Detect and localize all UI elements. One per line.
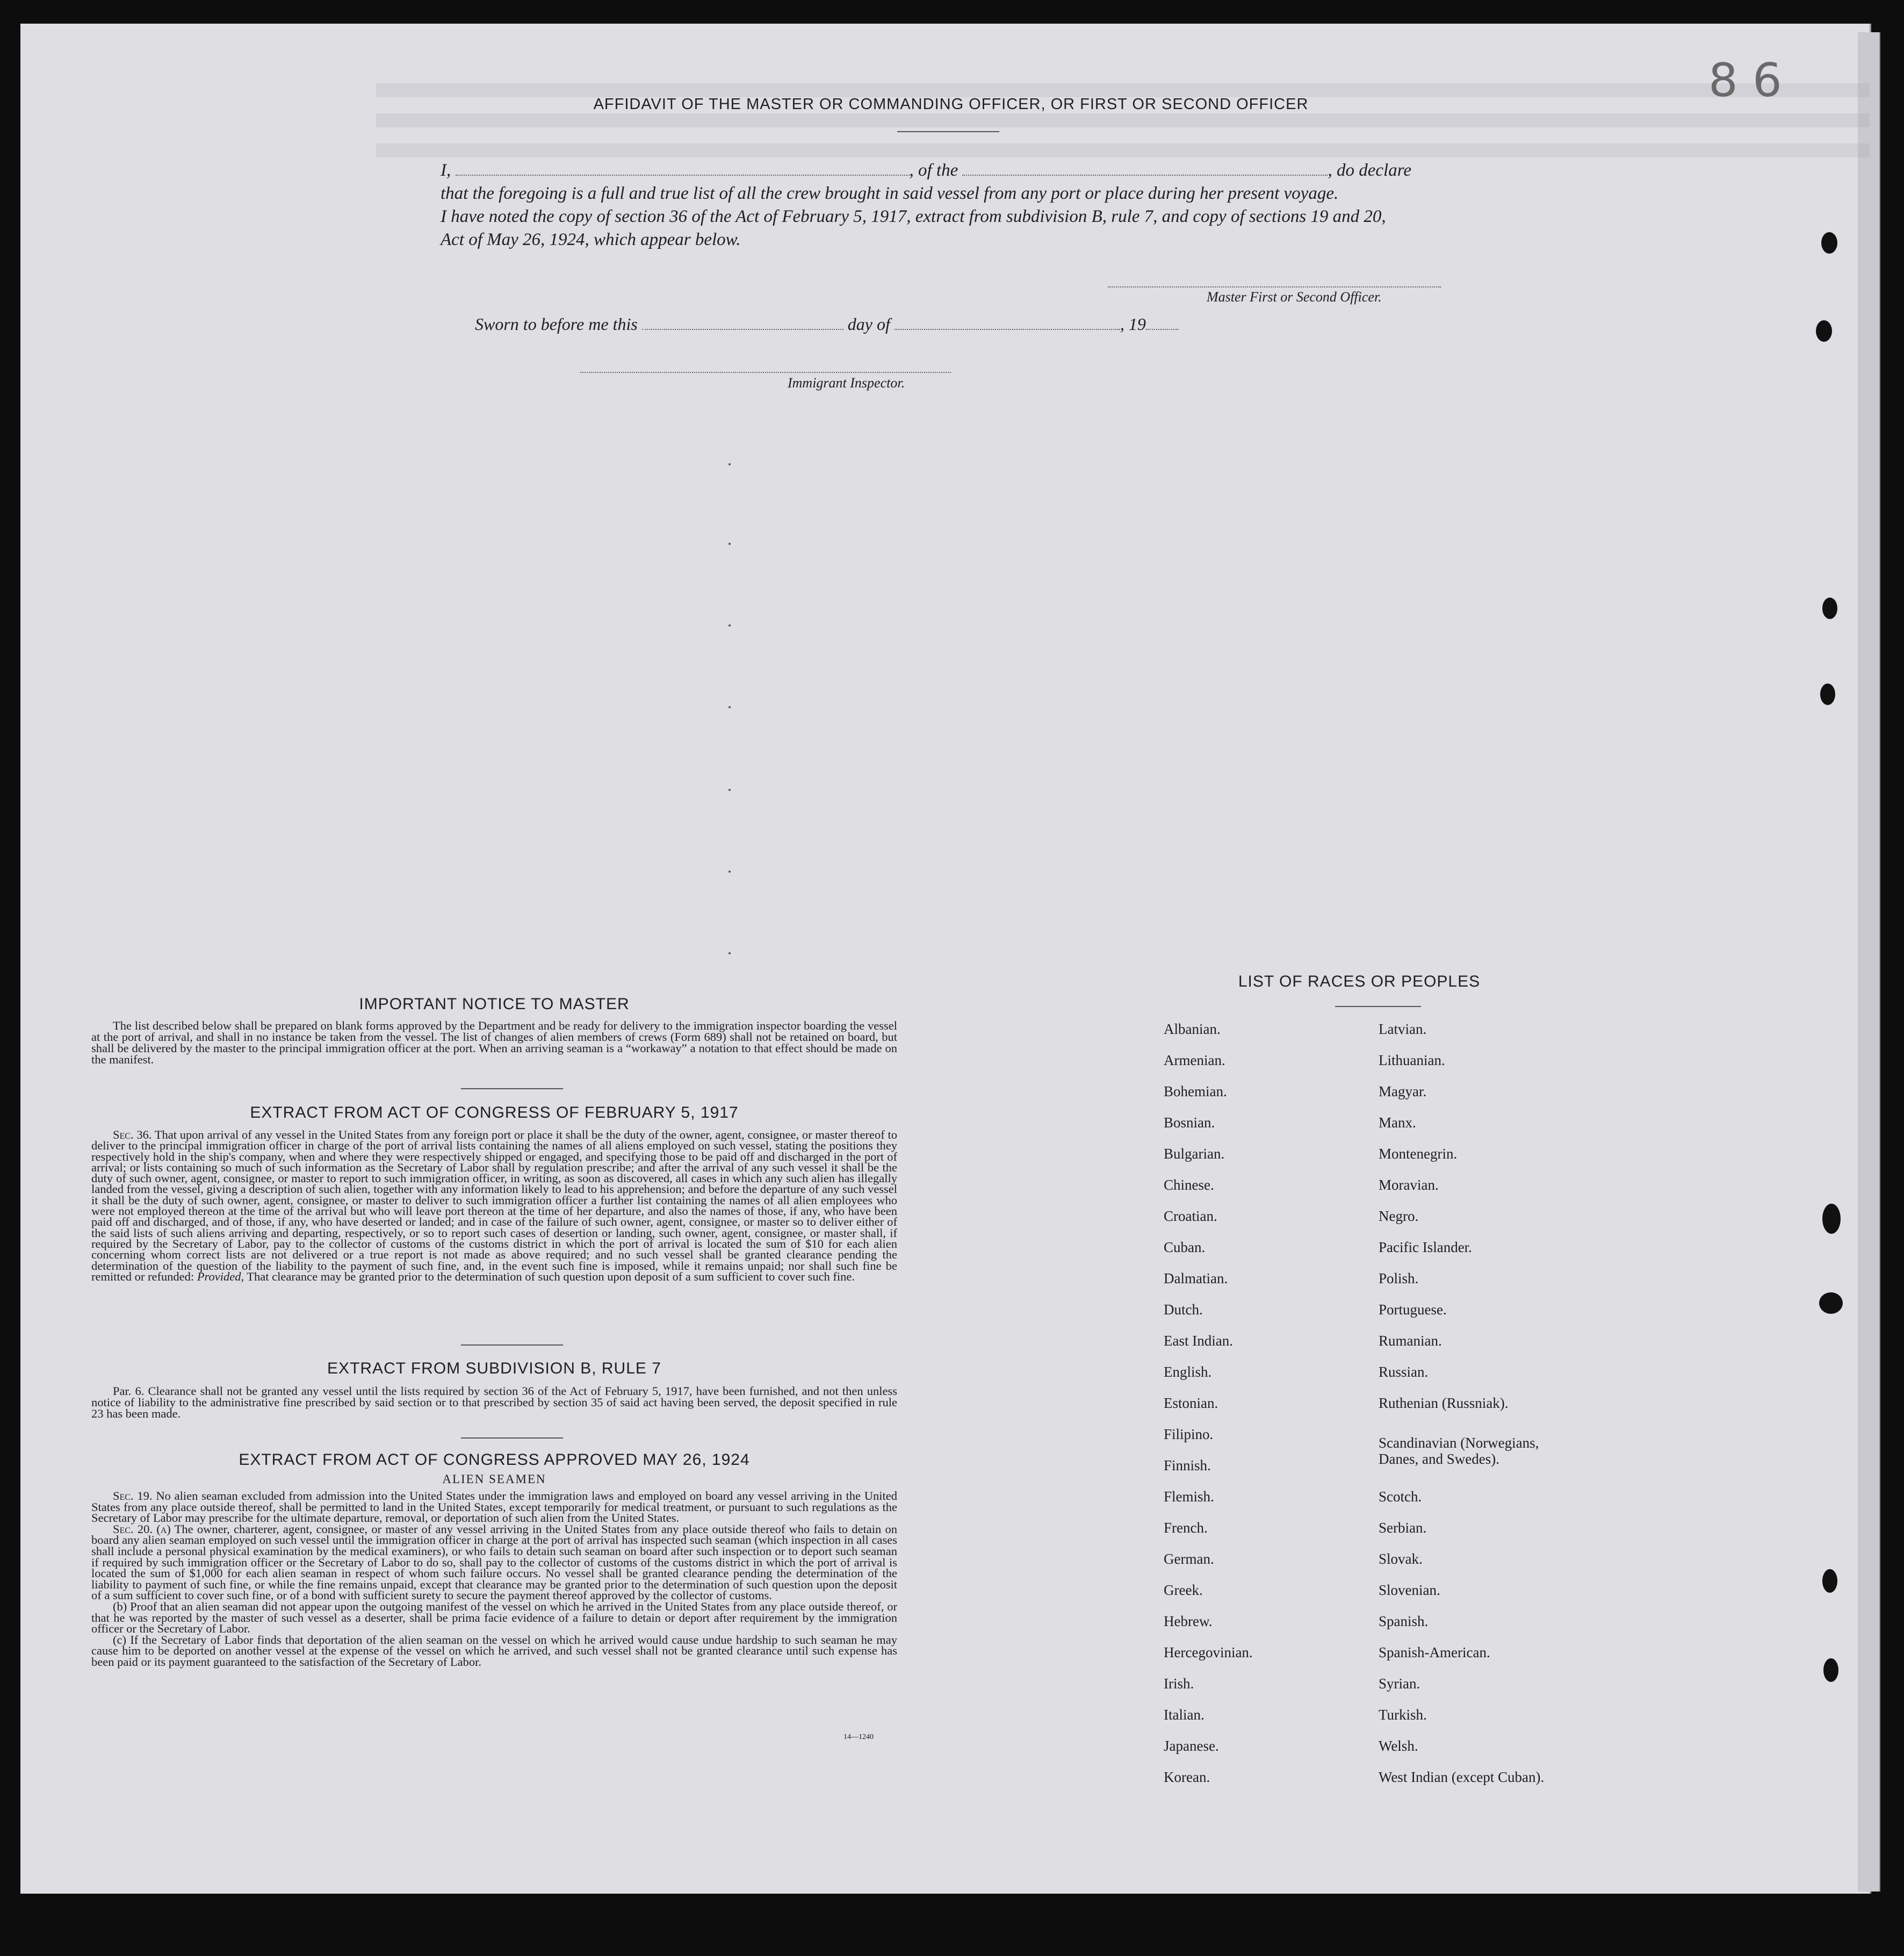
rule-7-title: EXTRACT FROM SUBDIVISION B, RULE 7	[327, 1360, 661, 1377]
sworn-year-field[interactable]	[1146, 314, 1178, 330]
race-item: Filipino.	[1164, 1426, 1214, 1442]
vessel-field[interactable]	[962, 160, 1328, 176]
race-item: Lithuanian.	[1379, 1052, 1445, 1068]
race-item: Polish.	[1379, 1270, 1419, 1286]
race-item: Finnish.	[1164, 1457, 1211, 1473]
rule-7-text	[91, 1385, 897, 1419]
of-the-label: , of the	[909, 161, 958, 180]
race-item: Hercegovinian.	[1164, 1644, 1253, 1660]
extract-1924-text	[91, 1491, 897, 1668]
punch-hole	[1822, 1204, 1841, 1234]
races-list-title: LIST OF RACES OR PEOPLES	[1238, 973, 1481, 990]
speck	[729, 871, 731, 873]
rule-7-paragraph: Par. 6. Clearance shall not be granted any vessel until the lists required by section 36 of the Act of February 5, 1917, have been furnished, and not then unless notice of liability to the administrative fine prescribed by said section or to that prescribed by section 35 of said act having been served, the deposit specified in rule 23 has been made.	[91, 1384, 897, 1420]
race-item-continuation: Danes, and Swedes).	[1379, 1451, 1499, 1467]
provided-label: Provided,	[197, 1269, 244, 1283]
punch-hole	[1823, 1658, 1838, 1682]
race-item: Bohemian.	[1164, 1083, 1227, 1099]
sec-36-text: That upon arrival of any vessel in the United States from any foreign port or place it shall be the duty of the owner, agent, consignee, or master thereof to deliver to the principal immigration officer in charge of the port of arrival lists containing the names of all aliens employed on such vessel, stating the positions they respectively hold in the ship's company, when and where they were respectively shipped or engaged, and specifying those to be paid off and discharged in the port of arrival; or lists containing so much of such information as the Secretary of Labor shall by regulation prescribe; and after the arrival of any such vessel it shall be the duty of such owner, agent, consignee, or master to report to such immigration officer, in writing, as soon as discovered, all cases in which any such alien has illegally landed from the vessel, giving a description of such alien, together with any information likely to lead to his apprehension; and before the departure of any such vessel it shall be the duty of such owner, agent, consignee, or master to deliver to such immigration officer a further list containing the names of all alien employees who were not employed thereon at the time of the arrival but who will leave port thereon at the time of her departure, and also the names of those, if any, who have been paid off and discharged, and of those, if any, who have deserted or landed; and in case of the failure of such owner, agent, consignee, or master so to deliver either of the said lists of such aliens arriving and departing, respectively, or so to report such cases of desertion or landing, such owner, agent, consignee, or master shall, if required by the Secretary of Labor, pay to the collector of customs of the customs district in which the port of arrival is located the sum of $10 for each alien concerning whom correct lists are not delivered or a true report is not made as above required; and no such vessel shall be granted clearance pending the determination of the question of the liability to the payment of such fine, and, in the event such fine is imposed, while it remains unpaid; nor shall such fine be remitted or refunded:	[91, 1128, 897, 1283]
race-item: Russian.	[1379, 1364, 1429, 1380]
race-item: French.	[1164, 1520, 1208, 1536]
race-item: Spanish.	[1379, 1613, 1429, 1629]
do-declare-label: , do declare	[1328, 161, 1411, 180]
section-divider	[461, 1344, 563, 1346]
race-item: Welsh.	[1379, 1738, 1418, 1754]
extract-1924-title: EXTRACT FROM ACT OF CONGRESS APPROVED MAY 26, 1924	[239, 1451, 750, 1469]
race-item: Korean.	[1164, 1769, 1210, 1785]
race-item: German.	[1164, 1551, 1214, 1567]
i-label: I,	[441, 161, 451, 180]
race-item: Serbian.	[1379, 1520, 1427, 1536]
page-number: 8 6	[1708, 54, 1782, 107]
speck	[729, 624, 731, 627]
race-item: Irish.	[1164, 1675, 1194, 1692]
race-item: Negro.	[1379, 1208, 1419, 1224]
title-divider	[897, 131, 999, 132]
day-of-label: day of	[847, 314, 890, 334]
race-item: Chinese.	[1164, 1177, 1214, 1193]
race-item: Bosnian.	[1164, 1114, 1215, 1131]
speck	[729, 463, 731, 465]
punch-hole	[1822, 598, 1837, 619]
important-notice-title: IMPORTANT NOTICE TO MASTER	[359, 995, 630, 1013]
section-divider	[461, 1437, 563, 1439]
race-item: Hebrew.	[1164, 1613, 1213, 1629]
race-item: Croatian.	[1164, 1208, 1217, 1224]
speck	[729, 789, 731, 791]
race-item: East Indian.	[1164, 1333, 1233, 1349]
section-20c-paragraph: (c) If the Secretary of Labor finds that deportation of the alien seaman on the vessel on which he arrived would cause undue hardship to such seaman he may cause him to be deported on another vessel at the expense of the vessel on which he arrived, and such vessel shall not be granted clearance until such expense has been paid or its payment guaranteed to the satisfaction of the Secretary of Labor.	[91, 1633, 897, 1669]
race-item: Italian.	[1164, 1707, 1205, 1723]
punch-hole	[1820, 684, 1835, 705]
race-item: Moravian.	[1379, 1177, 1439, 1193]
sworn-line	[475, 314, 1178, 334]
race-item: Scandinavian (Norwegians,	[1379, 1435, 1539, 1451]
alien-seamen-subtitle: ALIEN SEAMEN	[442, 1472, 546, 1486]
race-item: Armenian.	[1164, 1052, 1225, 1068]
inspector-signature-line[interactable]	[580, 372, 951, 373]
race-item: Flemish.	[1164, 1488, 1214, 1505]
race-item: Cuban.	[1164, 1239, 1206, 1255]
races-title-divider	[1335, 1006, 1421, 1007]
sec-20a-text: The owner, charterer, agent, consignee, or master of any vessel arriving in the United States from any place outside thereof who fails to detain on board any alien seaman employed on such vessel until the immigration officer in charge at the port of arrival has inspected such seaman (which inspection in all cases shall include a personal physical examination by the medical examiners), or who fails to detain such seaman on board after such inspection or to deport such seaman if required by such immigration officer or the Secretary of Labor to do so, shall pay to the collector of customs of the customs district in which the port of arrival is located the sum of $1,000 for each alien seaman in respect of whom such failure occurs. No vessel shall be granted clearance pending the determination of the liability to payment of such fine, or while the fine remains unpaid, except that clearance may be granted prior to the determination of such question upon the deposit of a sum sufficient to cover such fine, or of a bond with sufficient surety to secure the payment thereof approved by the collector of customs.	[91, 1522, 898, 1602]
race-item: Montenegrin.	[1379, 1146, 1458, 1162]
punch-hole	[1819, 1292, 1843, 1314]
race-item: Magyar.	[1379, 1083, 1427, 1099]
race-item: Bulgarian.	[1164, 1146, 1225, 1162]
declaration-line-4: Act of May 26, 1924, which appear below.	[441, 230, 741, 249]
race-item: Pacific Islander.	[1379, 1239, 1472, 1255]
section-36-paragraph	[91, 1130, 897, 1282]
race-item: Estonian.	[1164, 1395, 1218, 1411]
sec-19-text: No alien seaman excluded from admission into the United States under the immigration laws and employed on board any vessel arriving in the United States from any place outside thereof, shall be permitted to land in the United States, except temporarily for medical treatment, or pursuant to such regulations as the Secretary of Labor may prescribe for the ultimate departure, removal, or deportation of such alien from the United States.	[91, 1489, 897, 1525]
race-item: Latvian.	[1379, 1021, 1427, 1037]
punch-hole	[1821, 232, 1837, 254]
section-19-paragraph	[91, 1491, 897, 1524]
extract-1917-title: EXTRACT FROM ACT OF CONGRESS OF FEBRUARY 5, 1917	[250, 1104, 739, 1121]
race-item: Scotch.	[1379, 1488, 1422, 1505]
race-item: Albanian.	[1164, 1021, 1221, 1037]
sec-20-label: Sec. 20. (a)	[113, 1522, 171, 1536]
speck	[729, 952, 731, 954]
important-notice-section	[91, 995, 897, 1065]
race-item: Spanish-American.	[1379, 1644, 1490, 1660]
sec-36-text-end: That clearance may be granted prior to the determination of such question upon deposit of a sum sufficient to cover such fine.	[247, 1269, 855, 1283]
sworn-prefix: Sworn to before me this	[475, 314, 638, 334]
punch-hole	[1822, 1569, 1837, 1593]
race-item: Dutch.	[1164, 1301, 1203, 1318]
declaration-line-2: that the foregoing is a full and true list of all the crew brought in said vessel from any port or place during her present voyage.	[441, 184, 1339, 203]
race-item: Slovenian.	[1379, 1582, 1440, 1598]
race-item: Rumanian.	[1379, 1333, 1442, 1349]
declaration-line-3: I have noted the copy of section 36 of the Act of February 5, 1917, extract from subdivision B, rule 7, and copy of sections 19 and 20,	[441, 207, 1386, 226]
form-number: 14—1240	[843, 1733, 874, 1741]
extract-1917-text	[91, 1130, 897, 1282]
race-item: Japanese.	[1164, 1738, 1219, 1754]
speck	[729, 706, 731, 708]
race-item: Portuguese.	[1379, 1301, 1447, 1318]
race-item: West Indian (except Cuban).	[1379, 1769, 1545, 1785]
race-item: Turkish.	[1379, 1707, 1427, 1723]
sec-36-label: Sec. 36.	[113, 1128, 152, 1141]
section-20a-paragraph	[91, 1524, 897, 1601]
declaration-line-1	[441, 159, 1461, 182]
affidavit-declaration	[441, 159, 1461, 251]
race-item: Greek.	[1164, 1582, 1203, 1598]
rule-7-section	[91, 1360, 897, 1419]
extract-1924-section	[91, 1451, 897, 1668]
section-20b-paragraph: (b) Proof that an alien seaman did not appear upon the outgoing manifest of the vessel on which he arrived in the United States from any place outside thereof, or that he was reported by the master of such vessel as a deserter, shall be prima facie evidence of a failure to detain or deport after requirement by the immigration officer or the Secretary of Labor.	[91, 1599, 897, 1636]
sworn-month-field[interactable]	[895, 314, 1120, 330]
sworn-day-field[interactable]	[642, 314, 843, 330]
race-item: Dalmatian.	[1164, 1270, 1228, 1286]
year-prefix: , 19	[1120, 314, 1146, 334]
punch-hole	[1816, 320, 1832, 342]
race-item: Ruthenian (Russniak).	[1379, 1395, 1509, 1411]
master-signature-label: Master First or Second Officer.	[1207, 289, 1382, 305]
sec-19-label: Sec. 19.	[113, 1489, 153, 1502]
speck	[729, 543, 731, 545]
notice-paragraph: The list described below shall be prepared on blank forms approved by the Department and be ready for delivery to the immigration inspector boarding the vessel at the port of arrival, and shall in no instance be taken from the vessel. The list of changes of alien members of crews (Form 689) shall not be retained on board, but shall be delivered by the master to the principal immigration officer at the port. When an arriving seaman is a “workaway” a notation to that effect should be made on the manifest.	[91, 1019, 897, 1066]
important-notice-text	[91, 1020, 897, 1065]
underlying-page-edge	[1858, 32, 1880, 1892]
race-item: English.	[1164, 1364, 1212, 1380]
race-item: Syrian.	[1379, 1675, 1420, 1692]
affidavit-title: AFFIDAVIT OF THE MASTER OR COMMANDING OFFICER, OR FIRST OR SECOND OFFICER	[593, 96, 1309, 113]
extract-1917-section	[91, 1104, 897, 1282]
race-item: Slovak.	[1379, 1551, 1423, 1567]
section-divider	[461, 1088, 563, 1089]
master-signature-line[interactable]	[1108, 286, 1441, 287]
race-item: Manx.	[1379, 1114, 1416, 1131]
inspector-signature-label: Immigrant Inspector.	[788, 375, 905, 391]
name-field[interactable]	[456, 160, 910, 176]
